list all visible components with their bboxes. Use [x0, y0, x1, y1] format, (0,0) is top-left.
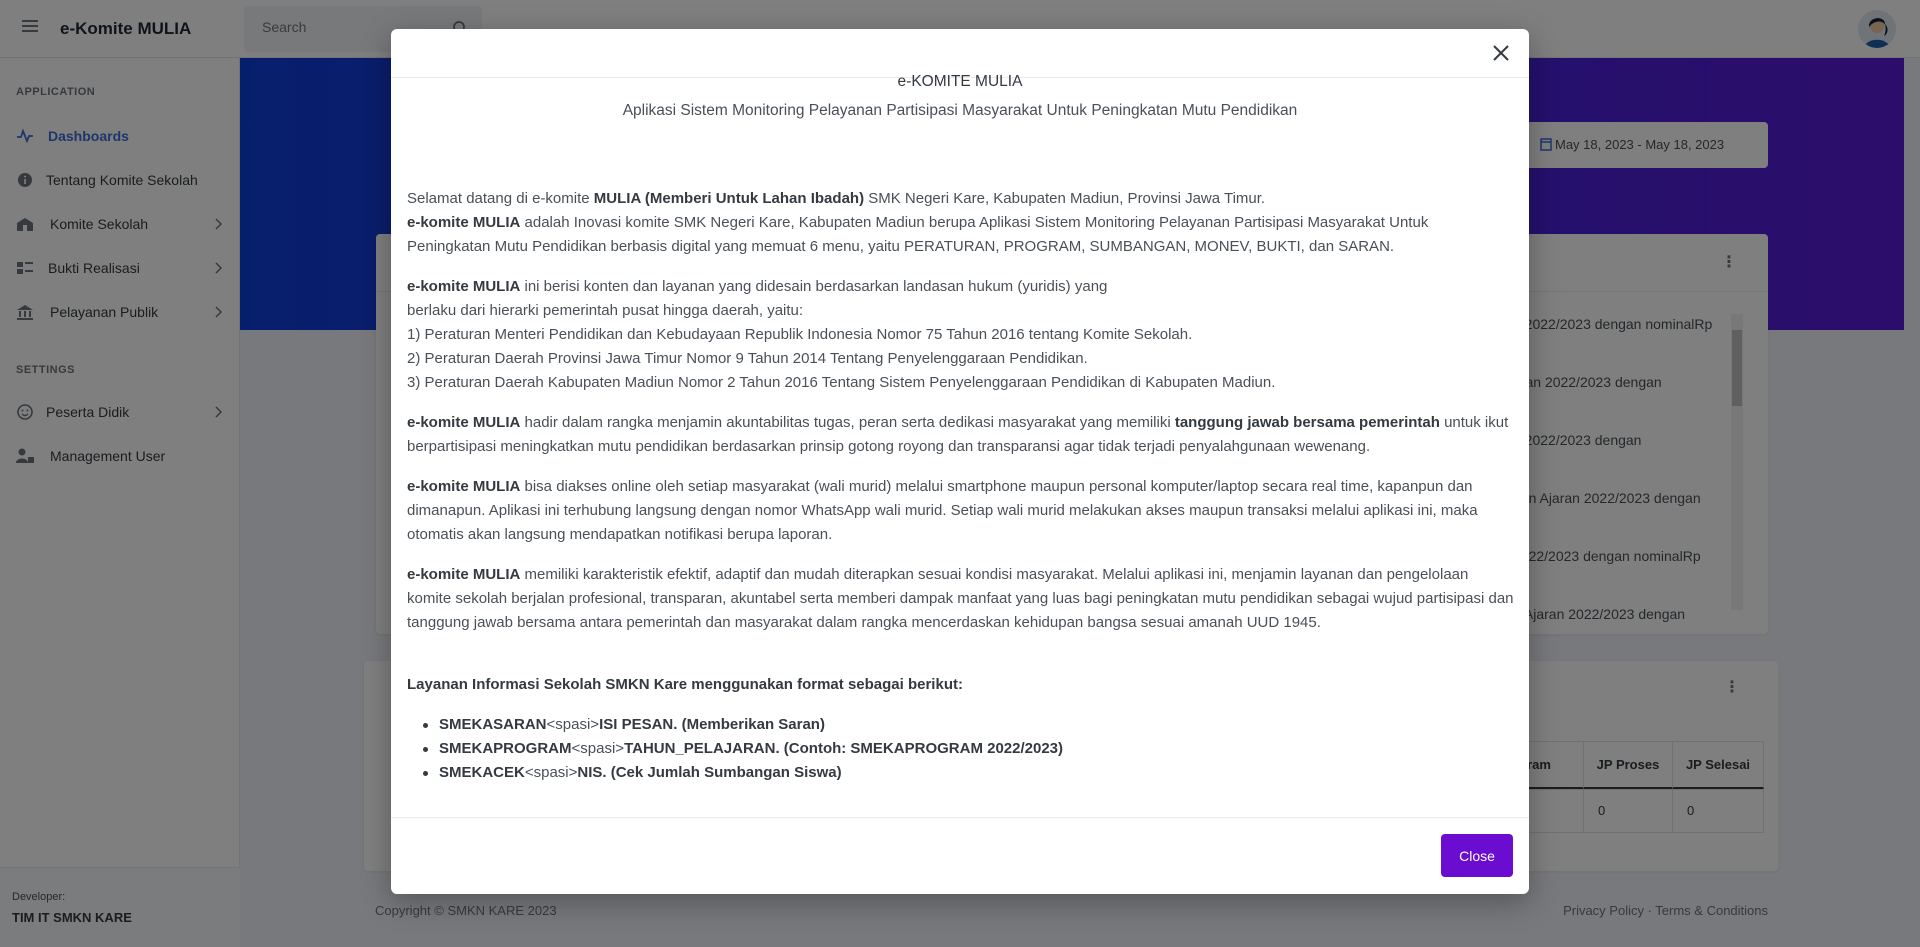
text-bold: e-komite MULIA	[407, 414, 521, 431]
about-modal	[391, 29, 1529, 894]
characteristics-paragraph	[407, 563, 1515, 635]
format-heading	[407, 673, 1515, 697]
format-command: SMEKASARAN	[439, 716, 547, 733]
format-command: SMEKACEK	[439, 764, 525, 781]
text: adalah Inovasi komite SMK Negeri Kare, Kabupaten Madiun berupa Aplikasi Sistem Monitoring Pelayanan Partisipasi Masyarakat Untuk Peningkatan Mutu Pendidikan berbasis digital yang memuat 6 menu, yaitu PERATURAN, PROGRAM, SUMBANGAN, MONEV, BUKTI, dan SARAN.	[407, 214, 1429, 255]
text-bold: tanggung jawab bersama pemerintah	[1174, 414, 1440, 431]
modal-title: e-KOMITE MULIA	[897, 73, 1023, 90]
text: 1) Peraturan Menteri Pendidikan dan Kebudayaan Republik Indonesia Nomor 75 Tahun 2016 tentang Komite Sekolah.	[407, 326, 1193, 343]
text-bold: Layanan Informasi Sekolah SMKN Kare menggunakan format sebagai berikut:	[407, 676, 963, 693]
text-bold: MULIA (Memberi Untuk Lahan Ibadah)	[593, 190, 865, 207]
format-spasi: <spasi>	[571, 740, 625, 757]
close-button[interactable]: Close	[1441, 834, 1513, 877]
format-rest: NIS. (Cek Jumlah Sumbangan Siswa)	[577, 764, 842, 781]
text: SMK Negeri Kare, Kabupaten Madiun, Provinsi Jawa Timur.	[864, 190, 1266, 207]
text-bold: e-komite MULIA	[407, 214, 521, 231]
text: hadir dalam rangka menjamin akuntabilitas tugas, peran serta dedikasi masyarakat yang memiliki	[520, 414, 1175, 431]
text: untuk ikut berpartisipasi meningkatkan mutu pendidikan berdasarkan prinsip gotong royong dan transparansi agar tidak terjadi penyalahgunaan wewenang.	[407, 414, 1509, 455]
text: 3) Peraturan Daerah Kabupaten Madiun Nomor 2 Tahun 2016 Tentang Sistem Penyelenggaraan Pendidikan di Kabupaten Madiun.	[407, 374, 1276, 391]
access-paragraph	[407, 475, 1515, 547]
close-icon[interactable]	[1485, 37, 1517, 69]
list-item	[407, 737, 1515, 761]
text: ini berisi konten dan layanan yang didesain berdasarkan landasan hukum (yuridis) yang	[520, 278, 1108, 295]
list-item	[407, 761, 1515, 785]
text: berlaku dari hierarki pemerintah pusat hingga daerah, yaitu:	[407, 302, 804, 319]
format-rest: TAHUN_PELAJARAN. (Contoh: SMEKAPROGRAM 2022/2023)	[624, 740, 1064, 757]
text-bold: e-komite MULIA	[407, 278, 521, 295]
format-command: SMEKAPROGRAM	[439, 740, 572, 757]
text-bold: e-komite MULIA	[407, 478, 521, 495]
legal-basis-paragraph	[407, 275, 1515, 395]
list-item	[407, 713, 1515, 737]
text: 2) Peraturan Daerah Provinsi Jawa Timur Nomor 9 Tahun 2014 Tentang Penyelenggaraan Pendidikan.	[407, 350, 1088, 367]
text: bisa diakses online oleh setiap masyarakat (wali murid) melalui smartphone maupun personal komputer/laptop secara real time, kapanpun dan dimanapun. Aplikasi ini terhubung langsung dengan nomor WhatsApp wali murid. Setiap wali murid melakukan akses maupun transaksi melalui aplikasi ini, maka otomatis akan langsung mendapatkan notifikasi berupa laporan.	[407, 478, 1478, 543]
text-bold: e-komite MULIA	[407, 566, 521, 583]
format-spasi: <spasi>	[524, 764, 578, 781]
modal-footer	[391, 817, 1529, 894]
modal-header	[391, 29, 1529, 78]
format-rest: ISI PESAN. (Memberikan Saran)	[599, 716, 825, 733]
accountability-paragraph	[407, 411, 1515, 459]
format-spasi: <spasi>	[546, 716, 600, 733]
text: Selamat datang di e-komite	[407, 190, 594, 207]
format-list	[407, 713, 1515, 785]
modal-subtitle: Aplikasi Sistem Monitoring Pelayanan Partisipasi Masyarakat Untuk Peningkatan Mutu Pendidikan	[622, 102, 1298, 119]
text: memiliki karakteristik efektif, adaptif dan mudah diterapkan sesuai kondisi masyarakat. Melalui aplikasi ini, menjamin layanan dan pengelolaan komite sekolah berjalan profesional, transparan, akuntabel serta memberi dampak manfaat yang luas bagi peningkatan mutu pendidikan sebagai wujud partisipasi dan tanggung jawab bersama antara pemerintah dan masyarakat dalam rangka mencerdaskan kehidupan bangsa sesuai amanah UUD 1945.	[407, 566, 1514, 631]
intro-paragraph	[407, 187, 1515, 259]
